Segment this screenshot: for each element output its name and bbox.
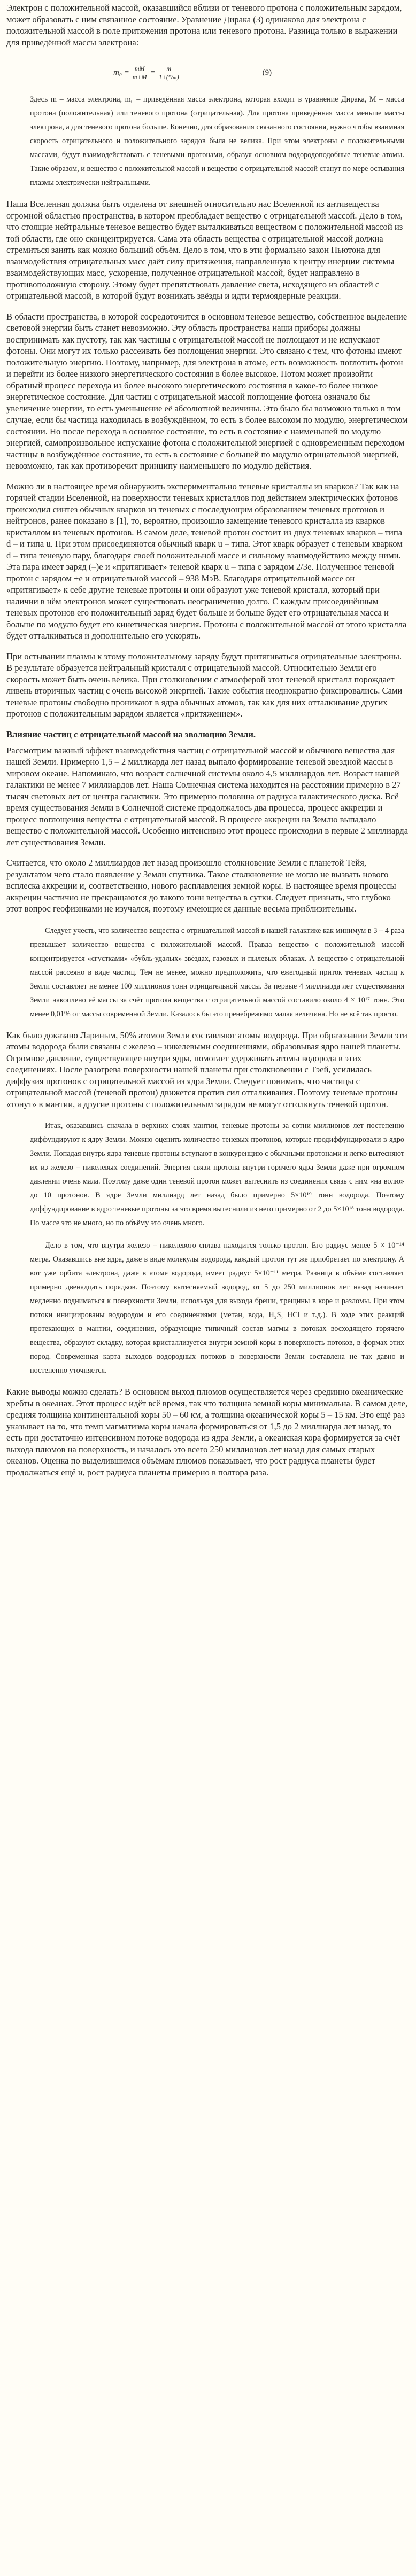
formula-fraction-2: [157, 65, 181, 81]
formula-fraction-1-numerator: mM: [133, 65, 147, 73]
scan-paragraph-3: Итак, оказавшись сначала в верхних слоях мантии, теневые протоны за сотни миллионов лет постепенно диффундируют к ядру Земли. Можно оценить количество теневых протонов, которые продиффундировали в ядро Земли. Попадая внутрь ядра теневые протоны вступают в конкуренцию с обычными протонами и легко вытесняют их из железо – никелевых соединений. Энергия связи протона внутри горячего ядра Земли даже при огромном давлении очень мала. Поэтому даже один теневой протон может вытеснить из соединения связь с ним «на волю» до 10 протонов. В ядре Земли миллиард лет назад было примерно 5×10¹⁹ тонн водорода. Поэтому диффундирование в ядро теневые протоны за это время вытеснили из него примерно от 2 до 5×10¹⁸ тонн водорода. По массе это не много, но по объёму это очень много.: [30, 1122, 404, 1227]
intro-paragraph: Электрон с положительной массой, оказавшийся вблизи от теневого протона с положительным зарядом, может образовать с ним связанное состояние. Уравнение Дирака (3) одинаково для электрона с положительной массой в поле притяжения протона или теневого протона. Разница только в выражении для приведённой массы электрона:: [6, 3, 402, 48]
formula-fraction-1: [131, 65, 149, 81]
scan-paragraph-2: Следует учесть, что количество вещества с отрицательной массой в нашей галактике как минимум в 3 – 4 раза превышает количество вещества с положительной массой. Правда вещество с положительной массой концентрируется «сгустками» «бубль-удалых» звёздах, газовых и пылевых облаках. А вещество с отрицательной массой рассеяно в виде частиц. Тем не менее, можно предположить, что ежегодный приток теневых частиц к Земли составляет не менее 100 миллионов тонн отрицательной массы. За первые 4 миллиарда лет существования Земли накоплено её массы за счёт протока вещества с отрицательной массой составило около 4 × 10¹⁷ тонн. Это менее 0,01% от массы современной Земли. Казалось бы это пренебрежимо малая величина. Но не всё так просто.: [30, 926, 404, 1018]
body-paragraph-1: Наша Вселенная должна быть отделена от внешней относительно нас Вселенной из антивещества огромной областью пространства, в котором преобладает вещество с отрицательной массой. Дело в том, что стоящие нейтральные теневое вещество будет выталкиваться веществом с положительной массой из той области, где оно сконцентрируется. Сама эта область вещества с отрицательной массой должна стремиться занять как можно больший объём. Дело в том, что в эти формально закон Ньютона для взаимодействия отрицательных масс даёт силу притяжения, направленную к центру инерции системы взаимодействующих масс, ускорение, полученное отрицательной массой, будет направлено в противоположную сторону. Этому будет препятствовать давление света, исходящего из областей с отрицательной массой, в которой будут возникать звёзды и идти термоядерные реакции.: [6, 199, 403, 301]
section-paragraph-2: Считается, что около 2 миллиардов лет назад произошло столкновение Земли с планетой Тейя, результатом чего стало появление у Земли спутника. Такое столкновение не могло не вызвать нового всплеска аккреции и, соответственно, нового расплавления земной коры. В настоящее время процессы аккреции частично не прекращаются до такого тонн вещества в сутки. Следует признать, что глубоко этот вопрос геофизиками не изучался, поэтому имеющиеся данные весьма приблизительны.: [6, 858, 396, 914]
formula-lhs: m₀ =: [113, 68, 129, 77]
scan-paragraph-1: Здесь m – масса электрона, m₀ – приведённая масса электрона, которая входит в уравнение Дирака, M – масса протона (положительная) или теневого протона (отрицательная). Для протона приведённая масса меньше массы электрона, а для теневого протона больше. Конечно, для образования связанного состояния, нужно чтобы взаимная скорость отрицательного и положительного зарядов была не велика. При этом электроны с положительными массами, будут взаимодействовать с теневыми протонами, образуя основном водородоподобные теневые атомы. Такие образом, и вещество с положительной массой и вещество с отрицательной массой станут по мере остывания плазмы электрически нейтральными.: [30, 95, 404, 187]
formula-fraction-1-denominator: m+M: [132, 73, 147, 81]
section-heading: Влияние частиц с отрицательной массой на эволюцию Земли.: [6, 729, 256, 740]
formula-equals: =: [150, 68, 156, 77]
body-paragraph-5: Как было доказано Лариным, 50% атомов Земли составляют атомы водорода. При образовании Земли эти атомы водорода были связаны с железо – никелевыми соединениями, образовывая ядро нашей планеты. Огромное давление, существующее внутри ядра, помогает удерживать атомы водорода в этих соединениях. После разогрева поверхности нашей планеты при столкновении с Тэей, усилилась диффузия протонов с отрицательной массой из ядра Земли. Следует понимать, что частицы с отрицательной массой (теневой протон) движется против сил отталкивания. Поэтому теневые протоны «тонут» в мантии, а другие протоны с положительным зарядом не могут оттолкнуть теневой протон.: [6, 1030, 407, 1109]
reduced-mass-formula: [6, 57, 409, 88]
body-paragraph-2: В области пространства, в которой сосредоточится в основном теневое вещество, собственное выделение световой энергии быть станет невозможно. Эту область пространства наши приборы должны воспринимать как пустоту, так как частицы с отрицательной массой не поглощают и не испускают фотоны. Они могут их только рассеивать без поглощения энергии. Это связано с тем, что фотоны имеют положительную энергию. Поэтому, например, для электрона в атоме, есть возможность поглотить фотон и перейти из более низкого энергетического состояния в более высокое. Потом может произойти обратный процесс перехода из более высокого энергетического состояния в какое-то более низкое энергетическое состояние. Для частиц с отрицательной массой поглощение фотона означало бы увеличение энергии, то есть уменьшение её абсолютной величины. Это было бы возможно только в том случае, если бы частица находилась в возбуждённом, то есть в более высоком по модулю, энергетическом состоянии. Но после перехода в основное состояние, то есть в состояние с наименьшей по модулю энергией, самопроизвольное испускание фотона с положительной энергией с одновременным переходом частицы в возбуждённое состояние, то есть в состояние с большей по модулю отрицательной энергией, невозможно, так как противоречит принципу наименьшего по модулю действия.: [6, 311, 408, 471]
body-paragraph-3: Можно ли в настоящее время обнаружить экспериментально теневые кристаллы из кварков? Так как на горячей стадии Вселенной, на поверхности теневых кристаллов под действием электрических фотонов происходил синтез обычных кварков из теневых с последующим образованием теневых протонов и нейтронов, ранее показано в [1], то, вероятно, произошло замещение теневого кристалла из кварков кристаллом из теневых протонов. В самом деле, теневой протон состоит из двух теневых кварков – типа d – и типа u. При этом присоединяются обычный кварк u – типа. Этот кварк образует с теневым кварком d – типа теневую пару, благодаря своей положительной массе и сильному взаимодействию между ними. Эта пара имеет заряд (–)е и «притягивает» теневой кварк u – типа с зарядом 2/3e. Полученное теневой протон с зарядом +e и отрицательной массой – 938 МэВ. Благодаря отрицательной массе он «притягивает» к себе другие теневые протоны и они образуют уже теневой кристалл, который при наличии в нём электронов может существовать неограниченно долго. С каждым присоединённым теневых протонов его положительный заряд будет больше и больше будет его отрицательная масса и больше по модулю будет его кинетическая энергия. Протоны с положительной массой от этого кристалла будет отталкиваться и дополнительно его ускорять.: [6, 481, 407, 641]
body-paragraph-6: Какие выводы можно сделать? В основном выход плюмов осуществляется через срединно океанические хребты в океанах. Этот процесс идёт всё время, так что толщина земной коры минимальна. В самом деле, средняя толщина континентальной коры 50 – 60 км, а толщина океанической коры 5 – 15 км. Это ещё раз указывает на то, что темп магматизма коры начала формироваться от 1,5 до 2 миллиарда лет назад, то есть при достаточно интенсивном потоке водорода из ядра Земли, а океанская кора формируется за счёт выхода плюмов на поверхность, и началось это всего 250 миллионов лет назад для самых старых океанов. Оценка по выделившимся объёмам плюмов показывает, что рост радиуса планеты будет продолжаться ещё и, рост радиуса планеты примерно в полтора раза.: [6, 1387, 408, 1477]
formula-fraction-2-denominator: 1+(ᵐ/ₘ): [158, 73, 179, 81]
formula-number: (9): [262, 68, 272, 77]
body-paragraph-4: При остывании плазмы к этому положительному заряду будут притягиваться отрицательные электроны. В результате образуется нейтральный кристалл с отрицательной массой. Относительно Земли его скорость может быть очень велика. При столкновении с атмосферой этот теневой кристалл порождает ливень вторичных частиц с очень высокой энергией. Такие события неоднократно фиксировались. Сами теневые протоны свободно проникают в ядра обычных атомов, так как для них отталкивание других протонов с положительным зарядом является «притяжением».: [6, 651, 403, 719]
section-paragraph-1: Рассмотрим важный эффект взаимодействия частиц с отрицательной массой и обычного вещества для нашей Земли. Примерно 1,5 – 2 миллиарда лет назад выпало формирование теневой звездной массы в мировом океане. Напоминаю, что возраст солнечной системы около 4,5 миллиардов лет. Возраст нашей галактики не менее 7 миллиардов лет. Наша Солнечная система находится на расстоянии примерно в 27 тысяч световых лет от центра галактики. Это примерно половина от радиуса галактического диска. Всё время существования Земли в Солнечной системе продолжалось два процесса, процесс аккреции и процесс поглощения вещества с отрицательной массой. В процессе аккреции на Землю выпадало вещество с положительной массой. Особенно интенсивно этот процесс происходил в первые 2 миллиарда лет существования Земли.: [6, 745, 409, 847]
formula-fraction-2-numerator: m: [165, 65, 173, 73]
scan-paragraph-4: Дело в том, что внутри железо – никелевого сплава находится только протон. Его радиус менее 5 × 10⁻¹⁴ метра. Оказавшись вне ядра, даже в виде молекулы водорода, каждый протон тут же приобретает по электрону. А вот уже орбита электрона, даже в атоме водорода, имеет радиус 5×10⁻¹¹ метра. Разница в объёме составляет примерно двенадцать порядков. Поэтому вытесняемый водород, от 5 до 250 миллионов лет назад начинает медленно подниматься к поверхности Земли, используя для выхода бреши, трещины в коре и разломы. При этом потоки инициированы водородом и его соединениями (метан, вода, H₂S, HCl и т.д.). В ходе этих реакций протекающих в мантии, соединения, образующие типичный состав магмы в потоках восходящего горячего вещества, образуют складку, которая кристаллизуется внутри земной коры в поверхность потоков, в формах этих пород. Современная карта выходов водородных потоков в поверхности Земли составлена не так давно и постепенно уточняется.: [30, 1241, 404, 1375]
